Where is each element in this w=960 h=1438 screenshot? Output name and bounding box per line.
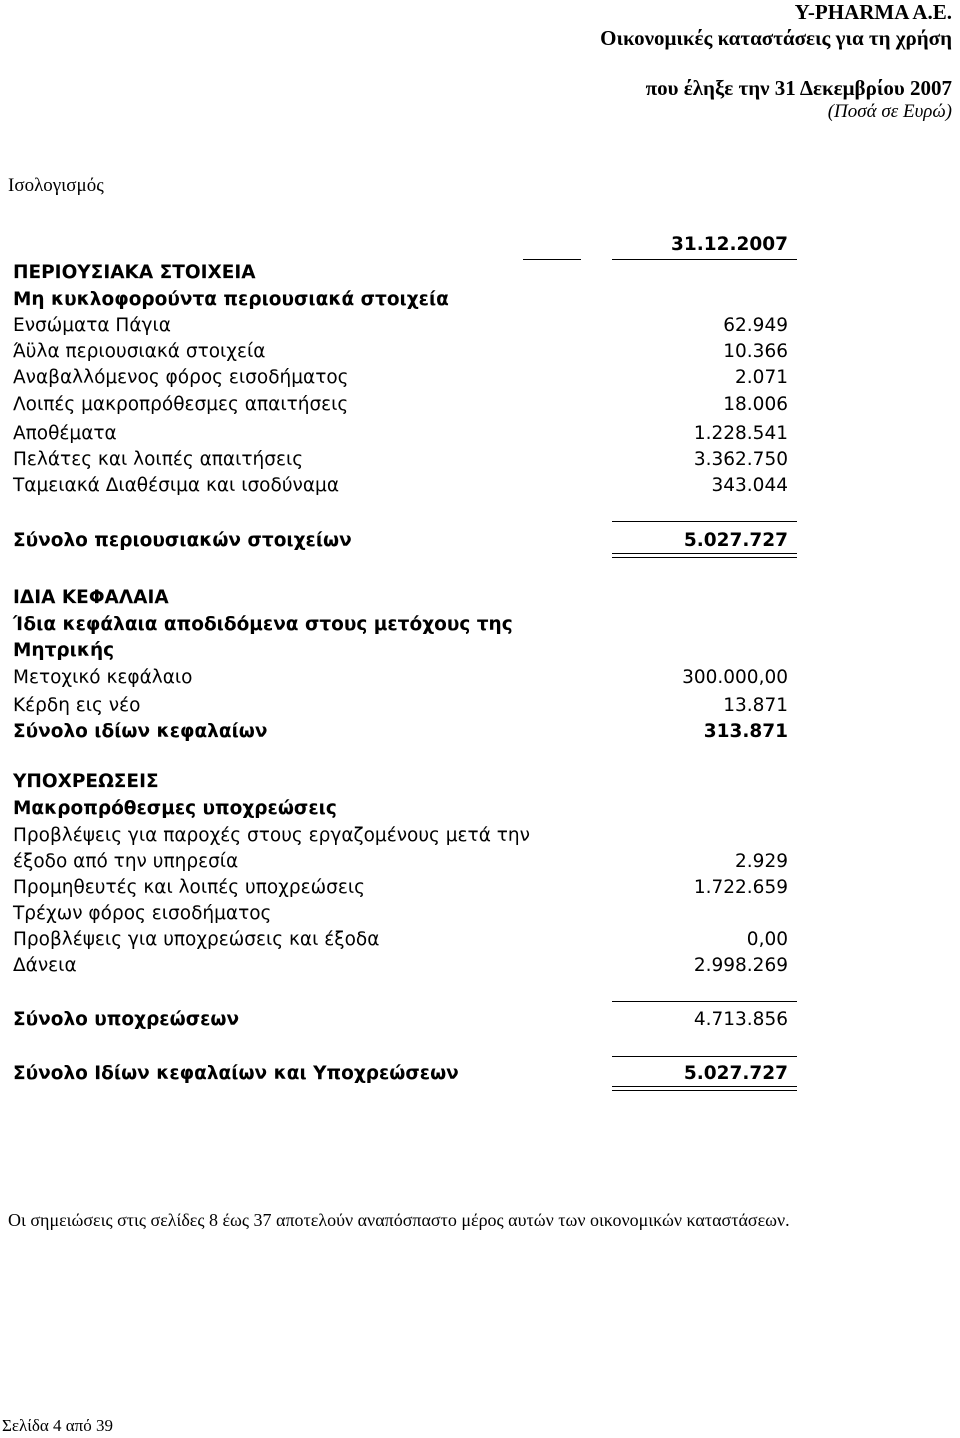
asset-row-value: 343.044 <box>711 475 788 496</box>
grand-total-value: 5.027.727 <box>683 1063 788 1084</box>
total-liabilities-label: Σύνολο υποχρεώσεων <box>13 1009 240 1030</box>
column-date-underline <box>612 259 797 260</box>
company-name: Y-PHARMA A.E. <box>794 0 952 24</box>
long-term-liabilities-heading: Μακροπρόθεσμες υποχρεώσεις <box>13 798 337 819</box>
total-equity-label: Σύνολο ιδίων κεφαλαίων <box>13 721 268 742</box>
subtotal-rule <box>612 521 797 522</box>
liability-row-label: Τρέχων φόρος εισοδήματος <box>13 903 272 924</box>
total-assets-label: Σύνολο περιουσιακών στοιχείων <box>13 530 352 551</box>
asset-row-value: 62.949 <box>723 315 788 336</box>
asset-row-label: Ταμειακά Διαθέσιμα και ισοδύναμα <box>13 475 340 496</box>
total-equity-value: 313.871 <box>703 721 788 742</box>
column-rule-left <box>523 259 581 260</box>
non-current-assets-heading: Μη κυκλοφορούντα περιουσιακά στοιχεία <box>13 289 449 310</box>
asset-row-label: Ενσώματα Πάγια <box>13 315 171 336</box>
liability-row-value: 1.722.659 <box>693 877 788 898</box>
equity-row-value: 13.871 <box>723 695 788 716</box>
total-assets-value: 5.027.727 <box>683 530 788 551</box>
period-line: που έληξε την 31 Δεκεμβρίου 2007 <box>645 76 952 100</box>
equity-row-value: 300.000,00 <box>682 667 788 688</box>
asset-row-label: Αποθέματα <box>13 423 117 444</box>
asset-row-value: 10.366 <box>723 341 788 362</box>
liability-row-label: Προμηθευτές και λοιπές υποχρεώσεις <box>13 877 365 898</box>
asset-row-label: Πελάτες και λοιπές απαιτήσεις <box>13 449 304 470</box>
asset-row-label: Αναβαλλόμενος φόρος εισοδήματος <box>13 367 349 388</box>
total-liabilities-value: 4.713.856 <box>693 1009 788 1030</box>
footnote: Οι σημειώσεις στις σελίδες 8 έως 37 αποτελούν αναπόσπαστο μέρος αυτών των οικονομικών καταστάσεων. <box>8 1210 790 1230</box>
total-double-rule <box>612 553 797 558</box>
section-title: Ισολογισμός <box>8 175 104 196</box>
assets-heading: ΠΕΡΙΟΥΣΙΑΚΑ ΣΤΟΙΧΕΙΑ <box>13 262 256 283</box>
page-number: Σελίδα 4 από 39 <box>2 1416 114 1435</box>
total-double-rule <box>612 1086 797 1091</box>
equity-row-label: Μετοχικό κεφάλαιο <box>13 667 193 688</box>
equity-subheading-cont: Μητρικής <box>13 640 115 661</box>
asset-row-value: 18.006 <box>723 394 788 415</box>
asset-row-label: Άϋλα περιουσιακά στοιχεία <box>13 341 266 362</box>
equity-heading: ΙΔΙΑ ΚΕΦΑΛΑΙΑ <box>13 587 169 608</box>
asset-row-value: 1.228.541 <box>693 423 788 444</box>
subtotal-rule <box>612 1056 797 1057</box>
liability-row-value: 2.929 <box>735 851 788 872</box>
asset-row-label: Λοιπές μακροπρόθεσμες απαιτήσεις <box>13 394 349 415</box>
subtotal-rule <box>612 1001 797 1002</box>
liability-row-label: Δάνεια <box>13 955 77 976</box>
liabilities-heading: ΥΠΟΧΡΕΩΣΕΙΣ <box>13 771 159 792</box>
currency-note: (Ποσά σε Ευρώ) <box>827 101 952 122</box>
liability-row-label: Προβλέψεις για παροχές στους εργαζομένους μετά την <box>13 825 530 846</box>
grand-total-label: Σύνολο Ιδίων κεφαλαίων και Υποχρεώσεων <box>13 1063 459 1084</box>
liability-row-value: 0,00 <box>746 929 788 950</box>
equity-row-label: Κέρδη εις νέο <box>13 695 141 716</box>
equity-subheading: Ίδια κεφάλαια αποδιδόμενα στους μετόχους της <box>13 614 513 635</box>
asset-row-value: 2.071 <box>735 367 788 388</box>
column-date: 31.12.2007 <box>670 234 788 255</box>
liability-row-label-cont: έξοδο από την υπηρεσία <box>13 851 239 872</box>
liability-row-label: Προβλέψεις για υποχρεώσεις και έξοδα <box>13 929 380 950</box>
asset-row-value: 3.362.750 <box>693 449 788 470</box>
statement-subtitle: Οικονομικές καταστάσεις για τη χρήση <box>600 26 952 50</box>
liability-row-value: 2.998.269 <box>693 955 788 976</box>
